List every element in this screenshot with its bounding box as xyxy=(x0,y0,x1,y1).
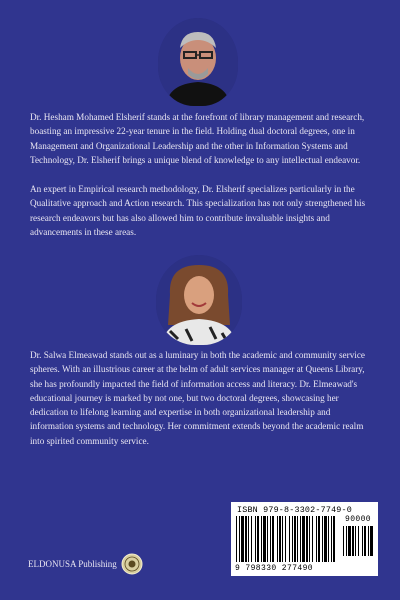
publisher-name: ELDONUSA Publishing xyxy=(28,559,117,569)
publisher xyxy=(28,553,143,575)
publisher-seal-icon xyxy=(121,553,143,575)
isbn-label: ISBN 979-8-3302-7749-0 xyxy=(237,505,352,515)
price-barcode xyxy=(342,526,374,556)
author1-bio-paragraph: Dr. Hesham Mohamed Elsherif stands at the forefront of library management and research, boasting an impressive 22-year tenure in the field. Holding dual doctoral degrees, one in Management and Organizational Leadership and the other in Information Systems and Technology, Dr. Elsherif brings a unique blend of knowledge to any intellectual endeavor. xyxy=(30,112,365,165)
barcode xyxy=(231,502,378,576)
author1-photo xyxy=(158,18,238,106)
author2-photo xyxy=(156,255,242,345)
price-code: 90000 xyxy=(345,515,372,524)
barcode-number: 9 798330 277490 xyxy=(235,564,314,573)
man-portrait-icon xyxy=(158,18,238,106)
woman-portrait-icon xyxy=(156,255,242,345)
ean-barcode xyxy=(235,516,337,566)
author2-bio-paragraph: Dr. Salwa Elmeawad stands out as a luminary in both the academic and community service spheres. With an illustrious career at the helm of adult services manager at Queens Library, she has profoundly impacted the field of information access and literacy. Dr. Elmeawad's educational journey is marked by not one, but two doctoral degrees, showcasing her dedication to lifelong learning and expertise in both organizational leadership and information systems and technology. Her commitment extends beyond the academic realm into spirited community service. xyxy=(30,350,365,446)
author1-bio-paragraph-2: An expert in Empirical research methodology, Dr. Elsherif specializes particularly in the Qualitative approach and Action research. This specialization has not only strengthened his research endeavors but has also allowed him to contribute invaluable insights and advancements in these areas. xyxy=(30,184,366,237)
